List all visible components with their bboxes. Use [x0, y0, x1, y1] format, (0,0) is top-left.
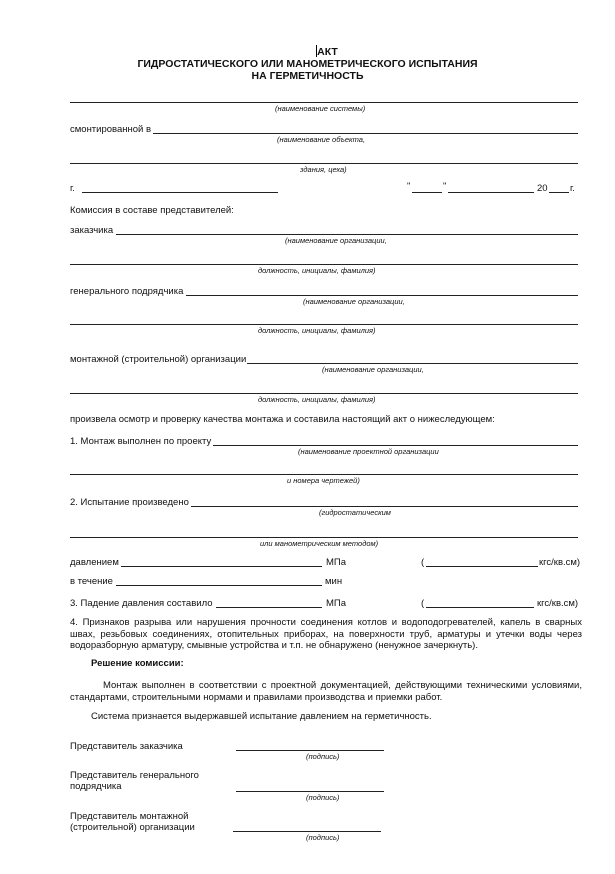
caption-signature-1: (подпись)	[306, 752, 340, 761]
label-general-rep-1: Представитель генерального	[70, 770, 199, 781]
document-title: АКТ	[317, 46, 338, 58]
caption-manometric: или манометрическим методом)	[260, 539, 379, 548]
duration-line[interactable]	[116, 585, 322, 586]
general-signature-line[interactable]	[236, 791, 384, 792]
caption-object-name: (наименование объекта,	[277, 135, 366, 144]
caption-building: здания, цеха)	[300, 165, 347, 174]
label-customer: заказчика	[70, 225, 114, 236]
document-subtitle-line-2: НА ГЕРМЕТИЧНОСТЬ	[251, 70, 364, 82]
paren-open-1: (	[421, 557, 425, 568]
caption-system-name: (наименование системы)	[275, 104, 366, 113]
system-accepted-text: Система признается выдержавшей испытание давлением на герметичность.	[91, 711, 432, 722]
month-line[interactable]	[448, 192, 534, 193]
caption-signature-3: (подпись)	[306, 833, 340, 842]
install-signature-line[interactable]	[233, 831, 381, 832]
test-method-line[interactable]	[191, 506, 578, 507]
label-item-3: 3. Падение давления составило	[70, 598, 213, 609]
label-general-contractor: генерального подрядчика	[70, 286, 184, 297]
label-kgf-2: кгс/кв.см)	[537, 598, 579, 609]
caption-position-3: должность, инициалы, фамилия)	[258, 395, 376, 404]
label-min: мин	[325, 576, 343, 587]
general-contractor-position-line[interactable]	[70, 324, 578, 325]
installation-position-line[interactable]	[70, 393, 578, 394]
date-quote-open: "	[407, 181, 411, 192]
pressure-drop-mpa-line[interactable]	[216, 607, 322, 608]
caption-hydrostatic: (гидростатическим	[319, 508, 391, 517]
drawings-line[interactable]	[70, 474, 578, 475]
customer-line[interactable]	[116, 234, 578, 235]
system-name-line[interactable]	[70, 102, 578, 103]
label-year: 20	[537, 183, 548, 194]
year-line[interactable]	[549, 192, 569, 193]
project-line[interactable]	[213, 445, 578, 446]
label-item-1: 1. Монтаж выполнен по проекту	[70, 436, 212, 447]
caption-position-2: должность, инициалы, фамилия)	[258, 326, 376, 335]
general-contractor-line[interactable]	[186, 295, 578, 296]
decision-text: Монтаж выполнен в соответствии с проектной документацией, действующими техническими условиями, стандартами, строительными нормами и правилами производства и приемки работ.	[70, 680, 582, 703]
label-during: в течение	[70, 576, 113, 587]
label-install-rep-1: Представитель монтажной	[70, 811, 189, 822]
caption-signature-2: (подпись)	[306, 793, 340, 802]
label-customer-rep: Представитель заказчика	[70, 741, 183, 752]
label-year-suffix: г.	[570, 183, 575, 194]
label-mpa-1: МПа	[326, 557, 347, 568]
label-item-2: 2. Испытание произведено	[70, 497, 189, 508]
label-mounted: смонтированной в	[70, 124, 152, 135]
customer-signature-line[interactable]	[236, 750, 384, 751]
object-name-line[interactable]	[153, 133, 578, 134]
text-item-4: 4. Признаков разрыва или нарушения прочности соединения котлов и водоподогревателей, капель в сварных швах, резьбовых соединениях, отопительных приборах, на поверхности труб, арматуры и утечки воды через водоразборную арматуру, смывные устройства и т.п. не обнаружено (ненужное зачеркнуть).	[70, 617, 582, 651]
city-line[interactable]	[82, 192, 278, 193]
label-installation-org: монтажной (строительной) организации	[70, 354, 247, 365]
label-general-rep-2: подрядчика	[70, 781, 122, 792]
caption-org-name-1: (наименование организации,	[285, 236, 387, 245]
label-city: г.	[70, 183, 75, 194]
label-mpa-2: МПа	[326, 598, 347, 609]
date-quote-close: "	[443, 181, 447, 192]
label-pressure: давлением	[70, 557, 119, 568]
caption-project-org: (наименование проектной организации	[298, 447, 439, 456]
test-method-line-2[interactable]	[70, 537, 578, 538]
pressure-drop-kgf-line[interactable]	[426, 607, 534, 608]
paren-open-2: (	[421, 598, 425, 609]
decision-heading: Решение комиссии:	[91, 658, 184, 669]
installation-org-line[interactable]	[247, 363, 578, 364]
caption-org-name-3: (наименование организации,	[322, 365, 424, 374]
caption-drawings: и номера чертежей)	[287, 476, 360, 485]
building-line[interactable]	[70, 163, 578, 164]
label-commission: Комиссия в составе представителей:	[70, 205, 234, 216]
document-subtitle-line-1: ГИДРОСТАТИЧЕСКОГО ИЛИ МАНОМЕТРИЧЕСКОГО ИСПЫТАНИЯ	[137, 58, 478, 70]
pressure-kgf-line[interactable]	[426, 566, 538, 567]
text-inspected: произвела осмотр и проверку качества монтажа и составила настоящий акт о нижеследующем:	[70, 414, 495, 425]
caption-org-name-2: (наименование организации,	[303, 297, 405, 306]
caption-position-1: должность, инициалы, фамилия)	[258, 266, 376, 275]
customer-position-line[interactable]	[70, 264, 578, 265]
pressure-mpa-line[interactable]	[121, 566, 322, 567]
label-install-rep-2: (строительной) организации	[70, 822, 195, 833]
label-kgf-1: кгс/кв.см)	[539, 557, 581, 568]
day-line[interactable]	[412, 192, 442, 193]
